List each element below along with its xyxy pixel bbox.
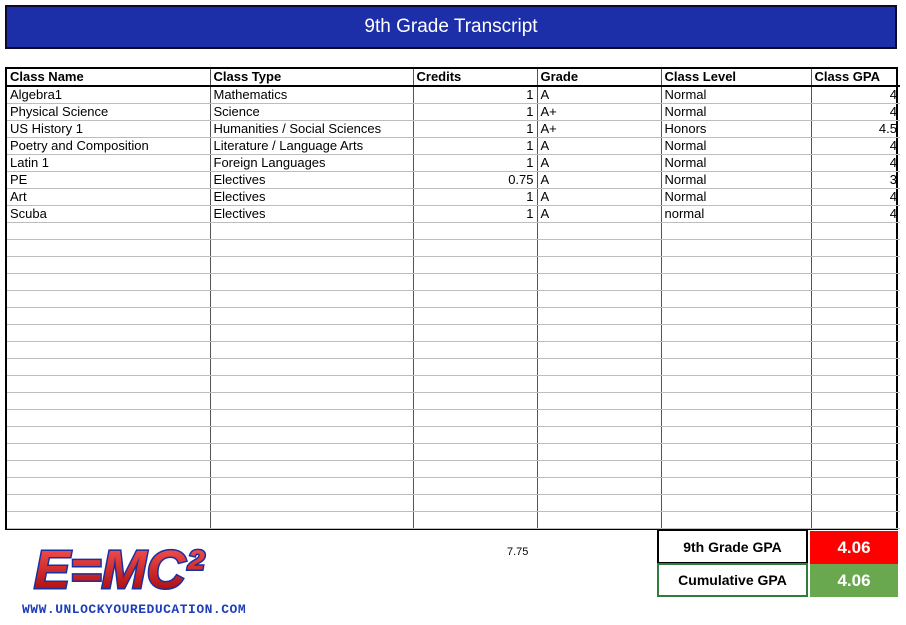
grade-gpa-value: 4.06 [810,531,898,564]
cell-grade[interactable]: A+ [537,104,661,121]
cell-class-type[interactable]: Science [210,104,413,121]
empty-cell[interactable] [661,359,811,376]
empty-row [7,495,900,512]
empty-cell[interactable] [413,325,537,342]
cell-grade[interactable]: A [537,138,661,155]
empty-cell[interactable] [661,410,811,427]
cell-class-type[interactable]: Humanities / Social Sciences [210,121,413,138]
header-class-gpa: Class GPA [811,69,900,86]
cell-credits[interactable]: 0.75 [413,172,537,189]
empty-cell[interactable] [537,257,661,274]
cell-grade[interactable]: A [537,189,661,206]
empty-cell[interactable] [811,427,900,444]
empty-row [7,359,900,376]
empty-cell[interactable] [661,308,811,325]
emc2-logo [30,536,240,598]
empty-cell[interactable] [661,427,811,444]
empty-row [7,376,900,393]
empty-cell[interactable] [811,444,900,461]
empty-cell[interactable] [537,325,661,342]
header-class-name: Class Name [7,69,210,86]
empty-cell[interactable] [811,240,900,257]
empty-cell[interactable] [661,291,811,308]
cell-class-name[interactable]: Poetry and Composition [7,138,210,155]
empty-cell[interactable] [413,393,537,410]
empty-cell[interactable] [811,308,900,325]
table-row [7,86,900,104]
empty-cell[interactable] [537,461,661,478]
empty-cell[interactable] [413,478,537,495]
cell-credits[interactable]: 1 [413,189,537,206]
empty-cell[interactable] [811,274,900,291]
empty-row [7,427,900,444]
empty-cell[interactable] [661,478,811,495]
empty-cell[interactable] [210,223,413,240]
cell-class-gpa[interactable]: 3 [811,172,900,189]
empty-cell[interactable] [661,393,811,410]
empty-cell[interactable] [537,274,661,291]
empty-cell[interactable] [210,444,413,461]
empty-cell[interactable] [537,410,661,427]
empty-cell[interactable] [210,478,413,495]
header-grade: Grade [537,69,661,86]
table-row [7,155,900,172]
cell-class-name[interactable]: Algebra1 [7,86,210,104]
cell-class-type[interactable]: Electives [210,189,413,206]
empty-cell[interactable] [811,257,900,274]
empty-cell[interactable] [7,240,210,257]
cell-class-level[interactable]: Normal [661,138,811,155]
cell-class-level[interactable]: Normal [661,86,811,104]
empty-cell[interactable] [537,495,661,512]
empty-cell[interactable] [210,274,413,291]
empty-cell[interactable] [537,376,661,393]
cell-class-gpa[interactable]: 4 [811,104,900,121]
empty-cell[interactable] [413,240,537,257]
cell-class-gpa[interactable]: 4 [811,86,900,104]
cell-class-name[interactable]: PE [7,172,210,189]
empty-cell[interactable] [7,512,210,529]
empty-cell[interactable] [413,308,537,325]
empty-cell[interactable] [210,308,413,325]
empty-cell[interactable] [661,512,811,529]
logo-url[interactable]: WWW.UNLOCKYOUREDUCATION.COM [22,602,247,617]
empty-cell[interactable] [537,291,661,308]
empty-row [7,240,900,257]
empty-cell[interactable] [661,461,811,478]
empty-cell[interactable] [210,342,413,359]
empty-cell[interactable] [661,495,811,512]
table-row [7,104,900,121]
empty-cell[interactable] [661,240,811,257]
cell-class-name[interactable]: Physical Science [7,104,210,121]
empty-cell[interactable] [537,512,661,529]
empty-row [7,393,900,410]
cell-class-name[interactable]: US History 1 [7,121,210,138]
header-class-type: Class Type [210,69,413,86]
empty-cell[interactable] [7,308,210,325]
empty-cell[interactable] [210,410,413,427]
transcript-grid [5,67,898,530]
cell-grade[interactable]: A [537,155,661,172]
cell-class-gpa[interactable]: 4 [811,189,900,206]
empty-cell[interactable] [210,359,413,376]
empty-cell[interactable] [7,376,210,393]
empty-cell[interactable] [537,223,661,240]
empty-cell[interactable] [811,359,900,376]
empty-row [7,410,900,427]
empty-row [7,342,900,359]
empty-row [7,461,900,478]
cell-credits[interactable]: 1 [413,206,537,223]
cell-credits[interactable]: 1 [413,104,537,121]
cumulative-gpa-label: Cumulative GPA [657,563,808,597]
empty-cell[interactable] [811,410,900,427]
cell-class-type[interactable]: Electives [210,206,413,223]
table-row [7,121,900,138]
empty-cell[interactable] [7,291,210,308]
table-row [7,189,900,206]
empty-cell[interactable] [811,512,900,529]
empty-cell[interactable] [210,495,413,512]
empty-cell[interactable] [537,393,661,410]
cell-class-type[interactable]: Foreign Languages [210,155,413,172]
empty-cell[interactable] [7,342,210,359]
total-credits: 7.75 [507,546,529,558]
cell-class-name[interactable]: Art [7,189,210,206]
empty-row [7,291,900,308]
cell-class-level[interactable]: Normal [661,189,811,206]
empty-cell[interactable] [661,257,811,274]
empty-row [7,257,900,274]
cell-class-level[interactable]: Normal [661,104,811,121]
empty-row [7,325,900,342]
empty-row [7,308,900,325]
cell-class-level[interactable]: Normal [661,155,811,172]
empty-cell[interactable] [537,478,661,495]
empty-row [7,223,900,240]
cell-class-name[interactable]: Latin 1 [7,155,210,172]
empty-cell[interactable] [210,393,413,410]
empty-cell[interactable] [7,410,210,427]
empty-cell[interactable] [413,274,537,291]
cell-class-gpa[interactable]: 4.5 [811,121,900,138]
logo-text: E=MC² [34,540,204,598]
empty-cell[interactable] [413,359,537,376]
cell-class-name[interactable]: Scuba [7,206,210,223]
header-credits: Credits [413,69,537,86]
transcript-table [7,69,900,529]
empty-cell[interactable] [7,274,210,291]
empty-cell[interactable] [413,223,537,240]
cell-class-type[interactable]: Mathematics [210,86,413,104]
cell-grade[interactable]: A+ [537,121,661,138]
empty-cell[interactable] [811,342,900,359]
grade-gpa-label: 9th Grade GPA [657,530,808,564]
empty-cell[interactable] [210,376,413,393]
empty-cell[interactable] [811,291,900,308]
cell-class-level[interactable]: Normal [661,172,811,189]
empty-cell[interactable] [7,223,210,240]
table-row [7,138,900,155]
empty-cell[interactable] [413,291,537,308]
table-row [7,206,900,223]
empty-cell[interactable] [811,478,900,495]
empty-cell[interactable] [413,461,537,478]
cell-class-gpa[interactable]: 4 [811,206,900,223]
empty-cell[interactable] [210,240,413,257]
cell-class-gpa[interactable]: 4 [811,155,900,172]
empty-row [7,512,900,529]
empty-cell[interactable] [210,461,413,478]
empty-cell[interactable] [413,444,537,461]
empty-cell[interactable] [7,461,210,478]
empty-cell[interactable] [7,359,210,376]
empty-cell[interactable] [537,342,661,359]
table-row [7,172,900,189]
cell-class-gpa[interactable]: 4 [811,138,900,155]
cell-class-type[interactable]: Electives [210,172,413,189]
cell-grade[interactable]: A [537,86,661,104]
cell-grade[interactable]: A [537,206,661,223]
header-class-level: Class Level [661,69,811,86]
empty-cell[interactable] [537,308,661,325]
empty-cell[interactable] [413,257,537,274]
empty-cell[interactable] [537,359,661,376]
empty-cell[interactable] [537,444,661,461]
empty-cell[interactable] [210,291,413,308]
empty-cell[interactable] [811,393,900,410]
empty-cell[interactable] [413,376,537,393]
empty-cell[interactable] [413,427,537,444]
cell-class-type[interactable]: Literature / Language Arts [210,138,413,155]
empty-cell[interactable] [7,393,210,410]
empty-cell[interactable] [210,427,413,444]
empty-cell[interactable] [7,325,210,342]
cell-credits[interactable]: 1 [413,138,537,155]
empty-cell[interactable] [210,325,413,342]
empty-row [7,274,900,291]
empty-cell[interactable] [413,512,537,529]
cell-class-level[interactable]: normal [661,206,811,223]
cell-credits[interactable]: 1 [413,155,537,172]
empty-cell[interactable] [811,325,900,342]
empty-cell[interactable] [7,444,210,461]
cell-grade[interactable]: A [537,172,661,189]
empty-cell[interactable] [661,444,811,461]
empty-cell[interactable] [210,512,413,529]
empty-cell[interactable] [413,342,537,359]
empty-cell[interactable] [7,427,210,444]
empty-cell[interactable] [661,342,811,359]
empty-cell[interactable] [811,376,900,393]
empty-cell[interactable] [7,478,210,495]
empty-row [7,444,900,461]
empty-cell[interactable] [413,495,537,512]
empty-cell[interactable] [7,495,210,512]
empty-cell[interactable] [661,376,811,393]
empty-cell[interactable] [811,495,900,512]
empty-row [7,478,900,495]
empty-cell[interactable] [661,274,811,291]
cumulative-gpa-value: 4.06 [810,564,898,597]
empty-cell[interactable] [537,427,661,444]
cell-credits[interactable]: 1 [413,121,537,138]
empty-cell[interactable] [661,325,811,342]
empty-cell[interactable] [413,410,537,427]
empty-cell[interactable] [537,240,661,257]
empty-cell[interactable] [661,223,811,240]
empty-cell[interactable] [811,223,900,240]
empty-cell[interactable] [811,461,900,478]
empty-cell[interactable] [7,257,210,274]
header-row [7,69,900,86]
cell-class-level[interactable]: Honors [661,121,811,138]
transcript-title: 9th Grade Transcript [5,5,897,49]
cell-credits[interactable]: 1 [413,86,537,104]
empty-cell[interactable] [210,257,413,274]
